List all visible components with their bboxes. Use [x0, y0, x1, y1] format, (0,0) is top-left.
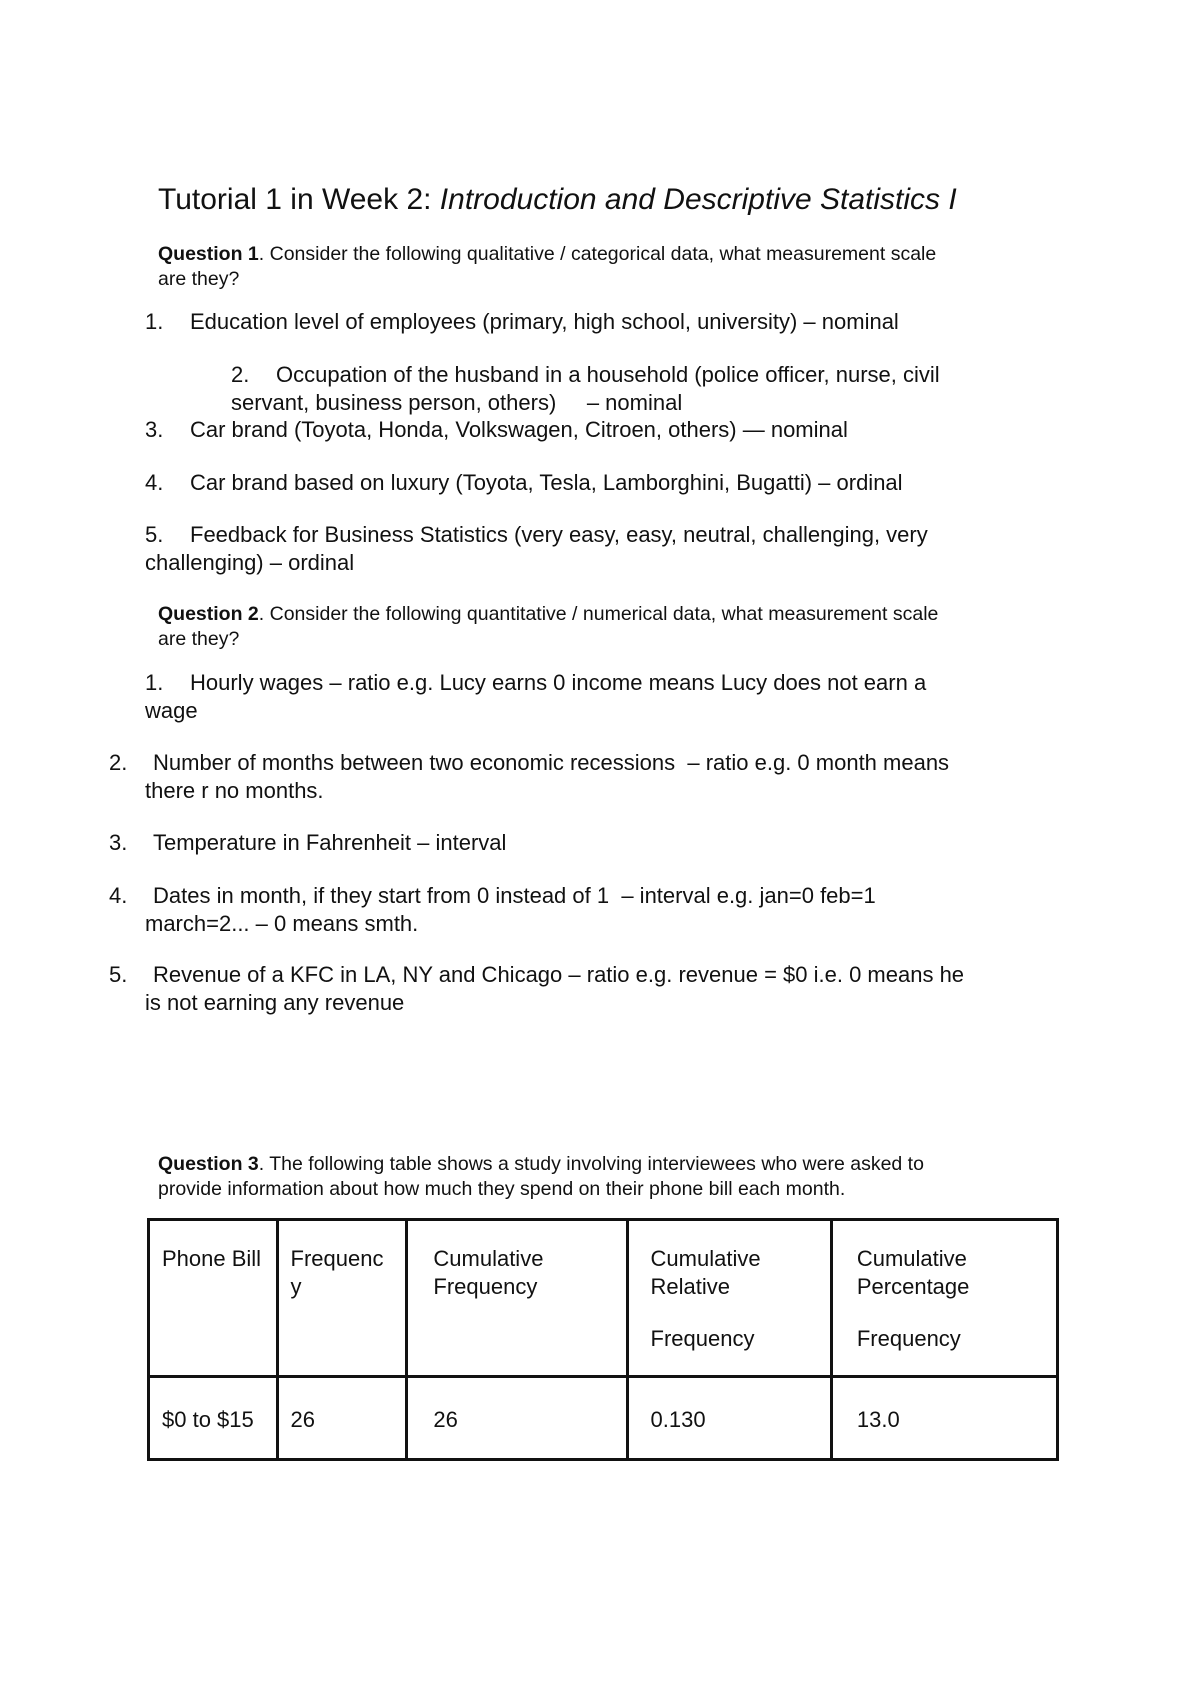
title-italic: Introduction and Descriptive Statistics I — [439, 183, 957, 216]
question-3-text: . The following table shows a study involving interviewees who were asked to — [258, 1153, 924, 1175]
header-text-3: Frequency — [856, 1326, 961, 1351]
page-title — [158, 183, 957, 217]
q1-item-text-2: servant, business person, others) – nominal — [231, 390, 683, 415]
q2-item-number: 5. — [109, 962, 128, 987]
q1-item-number: 5. — [145, 522, 164, 547]
q2-item-text: Number of months between two economic recessions – ratio e.g. 0 month means — [153, 750, 950, 775]
q1-item-number: 4. — [145, 470, 164, 495]
table-cell — [407, 1377, 627, 1460]
header-frequency — [277, 1220, 407, 1377]
cell-text: 13.0 — [856, 1407, 900, 1432]
header-text: Cumulative — [433, 1246, 544, 1271]
q2-item-text-2: there r no months. — [145, 778, 324, 803]
q2-item-text-2: march=2... – 0 means smth. — [145, 911, 419, 936]
q2-item-text-2: is not earning any revenue — [145, 990, 405, 1015]
question-1-text: . Consider the following qualitative / categorical data, what measurement scale — [258, 243, 937, 265]
header-phone-bill — [149, 1220, 278, 1377]
question-3-label: Question 3 — [158, 1153, 259, 1175]
phone-bill-table — [147, 1218, 1059, 1461]
cell-text: $0 to $15 — [162, 1407, 254, 1432]
question-2-label: Question 2 — [158, 603, 259, 625]
q2-item-text: Temperature in Fahrenheit – interval — [153, 830, 507, 855]
question-2-text: . Consider the following quantitative / numerical data, what measurement scale — [258, 603, 939, 625]
question-2-text-2: are they? — [158, 628, 240, 650]
q1-item-text: Car brand (Toyota, Honda, Volkswagen, Citroen, others) — nominal — [190, 417, 848, 442]
q1-item-text: Occupation of the husband in a household (police officer, nurse, civil — [276, 362, 940, 387]
header-text: Cumulative — [856, 1246, 967, 1271]
q1-item-text: Car brand based on luxury (Toyota, Tesla, Lamborghini, Bugatti) – ordinal — [190, 470, 903, 495]
header-text-2: y — [290, 1274, 302, 1299]
table-cell — [831, 1377, 1057, 1460]
header-cumulative-relative-frequency — [627, 1220, 831, 1377]
table-header-row — [149, 1220, 1058, 1377]
header-text-2: Frequency — [433, 1274, 538, 1299]
q2-item-number: 1. — [145, 670, 164, 695]
q2-item-text: Dates in month, if they start from 0 instead of 1 – interval e.g. jan=0 feb=1 — [153, 883, 876, 908]
cell-text: 26 — [290, 1407, 316, 1432]
header-text-2: Percentage — [856, 1274, 970, 1299]
header-text: Cumulative — [650, 1246, 761, 1271]
q2-item-text: Revenue of a KFC in LA, NY and Chicago – ratio e.g. revenue = $0 i.e. 0 means he — [153, 962, 965, 987]
question-3-prompt — [158, 1152, 1068, 1202]
q2-item-text-2: wage — [145, 698, 198, 723]
table-cell — [627, 1377, 831, 1460]
cell-text: 26 — [433, 1407, 458, 1432]
cell-text: 0.130 — [650, 1407, 706, 1432]
header-cumulative-percentage-frequency — [831, 1220, 1057, 1377]
q1-item-number: 3. — [145, 417, 164, 442]
q1-item-number: 2. — [231, 362, 250, 387]
question-2-prompt — [158, 602, 1058, 652]
q1-item-text: Feedback for Business Statistics (very easy, easy, neutral, challenging, very — [190, 522, 928, 547]
question-1-label: Question 1 — [158, 243, 259, 265]
table-row — [149, 1377, 1058, 1460]
q2-item-number: 4. — [109, 883, 128, 908]
question-1-text-2: are they? — [158, 268, 240, 290]
q1-item-number: 1. — [145, 309, 164, 334]
q2-item-number: 2. — [109, 750, 128, 775]
header-cumulative-frequency — [407, 1220, 627, 1377]
question-1-prompt — [158, 242, 1058, 292]
q2-item-number: 3. — [109, 830, 128, 855]
title-prefix: Tutorial 1 in Week 2: — [158, 183, 440, 216]
q1-item-text: Education level of employees (primary, high school, university) – nominal — [190, 309, 899, 334]
header-text-2: Relative — [650, 1274, 731, 1299]
table-cell — [149, 1377, 278, 1460]
header-text-3: Frequency — [650, 1326, 755, 1351]
q2-item-text: Hourly wages – ratio e.g. Lucy earns 0 income means Lucy does not earn a — [190, 670, 927, 695]
header-text: Frequenc — [290, 1246, 384, 1271]
table-cell — [277, 1377, 407, 1460]
q1-item-text-2: challenging) – ordinal — [145, 550, 355, 575]
header-text: Phone Bill — [162, 1246, 262, 1271]
question-3-text-2: provide information about how much they spend on their phone bill each month. — [158, 1178, 846, 1200]
